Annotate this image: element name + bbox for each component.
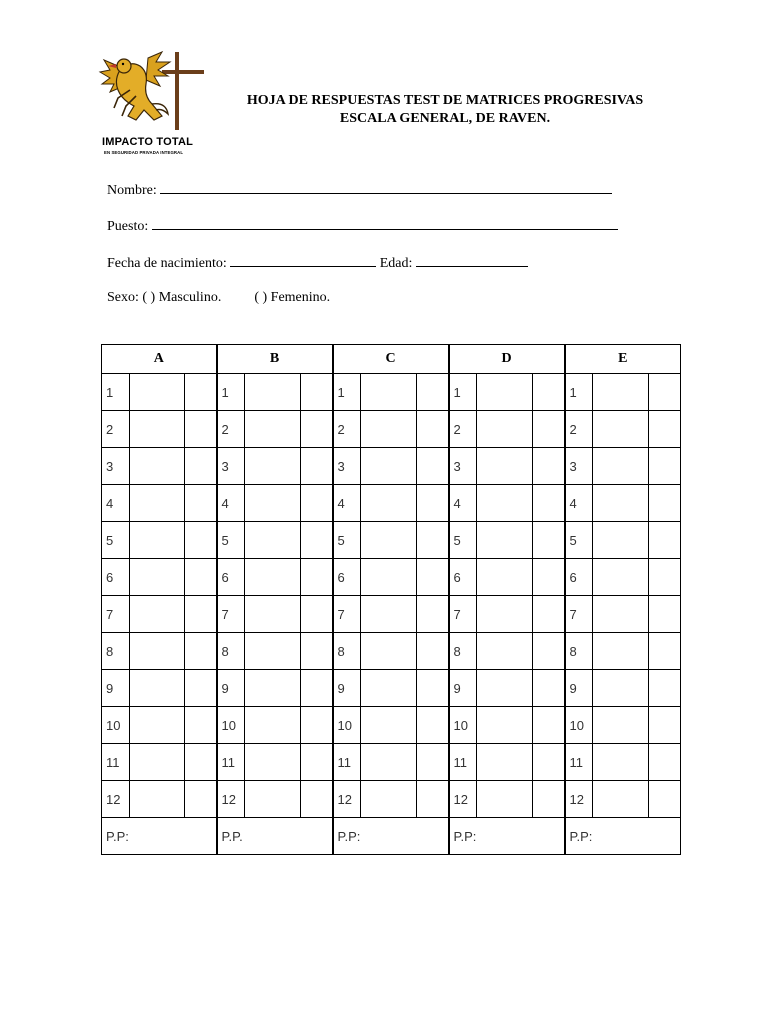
answer-cell-d[interactable] bbox=[477, 448, 533, 485]
table-row bbox=[102, 744, 681, 781]
answer-cell-e[interactable] bbox=[593, 596, 649, 633]
check-cell-e[interactable] bbox=[649, 374, 681, 411]
sexo-field bbox=[107, 290, 330, 306]
answer-cell-d[interactable] bbox=[477, 596, 533, 633]
check-cell-b[interactable] bbox=[301, 670, 333, 707]
table-row bbox=[102, 633, 681, 670]
check-cell-e[interactable] bbox=[649, 448, 681, 485]
table-row bbox=[102, 781, 681, 818]
item-number: 5 bbox=[217, 522, 245, 559]
item-number: 1 bbox=[217, 374, 245, 411]
check-cell-d[interactable] bbox=[533, 374, 565, 411]
puesto-field bbox=[107, 217, 618, 235]
fecha-label: Fecha de nacimiento: bbox=[107, 256, 227, 271]
item-number: 10 bbox=[102, 707, 130, 744]
check-cell-a[interactable] bbox=[185, 448, 217, 485]
check-cell-c[interactable] bbox=[417, 707, 449, 744]
item-number: 1 bbox=[102, 374, 130, 411]
item-number: 7 bbox=[333, 596, 361, 633]
check-cell-e[interactable] bbox=[649, 633, 681, 670]
nombre-label: Nombre: bbox=[107, 183, 157, 198]
check-cell-e[interactable] bbox=[649, 559, 681, 596]
item-number: 11 bbox=[333, 744, 361, 781]
answer-cell-e[interactable] bbox=[593, 411, 649, 448]
check-cell-c[interactable] bbox=[417, 781, 449, 818]
answer-cell-b[interactable] bbox=[245, 448, 301, 485]
answer-cell-d[interactable] bbox=[477, 781, 533, 818]
item-number: 1 bbox=[333, 374, 361, 411]
femenino-option[interactable]: ( ) Femenino. bbox=[254, 290, 331, 305]
check-cell-e[interactable] bbox=[649, 670, 681, 707]
item-number: 11 bbox=[217, 744, 245, 781]
answer-cell-a[interactable] bbox=[130, 411, 185, 448]
check-cell-c[interactable] bbox=[417, 559, 449, 596]
item-number: 8 bbox=[333, 633, 361, 670]
check-cell-a[interactable] bbox=[185, 374, 217, 411]
item-number: 3 bbox=[102, 448, 130, 485]
check-cell-a[interactable] bbox=[185, 670, 217, 707]
answer-cell-c[interactable] bbox=[361, 781, 417, 818]
check-cell-b[interactable] bbox=[301, 411, 333, 448]
answer-cell-b[interactable] bbox=[245, 596, 301, 633]
check-cell-c[interactable] bbox=[417, 485, 449, 522]
puesto-label: Puesto: bbox=[107, 219, 149, 234]
answer-cell-d[interactable] bbox=[477, 522, 533, 559]
column-header-e: E bbox=[565, 345, 681, 374]
answer-cell-d[interactable] bbox=[477, 374, 533, 411]
answer-cell-a[interactable] bbox=[130, 522, 185, 559]
partial-score-cell[interactable]: P.P: bbox=[333, 818, 449, 855]
answer-cell-e[interactable] bbox=[593, 633, 649, 670]
check-cell-a[interactable] bbox=[185, 633, 217, 670]
nombre-field bbox=[107, 181, 612, 199]
item-number: 9 bbox=[217, 670, 245, 707]
check-cell-a[interactable] bbox=[185, 485, 217, 522]
check-cell-c[interactable] bbox=[417, 633, 449, 670]
check-cell-b[interactable] bbox=[301, 485, 333, 522]
item-number: 5 bbox=[449, 522, 477, 559]
answer-cell-b[interactable] bbox=[245, 485, 301, 522]
answer-cell-d[interactable] bbox=[477, 485, 533, 522]
check-cell-d[interactable] bbox=[533, 707, 565, 744]
item-number: 7 bbox=[102, 596, 130, 633]
answer-cell-c[interactable] bbox=[361, 707, 417, 744]
check-cell-b[interactable] bbox=[301, 744, 333, 781]
answer-cell-d[interactable] bbox=[477, 411, 533, 448]
item-number: 9 bbox=[333, 670, 361, 707]
logo-company-name: IMPACTO TOTAL bbox=[102, 136, 194, 148]
page-subtitle: ESCALA GENERAL, DE RAVEN. bbox=[339, 111, 551, 126]
table-row bbox=[102, 707, 681, 744]
check-cell-c[interactable] bbox=[417, 411, 449, 448]
check-cell-b[interactable] bbox=[301, 448, 333, 485]
fecha-input-line[interactable] bbox=[230, 254, 376, 267]
check-cell-b[interactable] bbox=[301, 596, 333, 633]
item-number: 6 bbox=[217, 559, 245, 596]
answer-cell-e[interactable] bbox=[593, 559, 649, 596]
puesto-input-line[interactable] bbox=[152, 217, 618, 230]
partial-score-cell[interactable]: P.P. bbox=[217, 818, 333, 855]
item-number: 12 bbox=[333, 781, 361, 818]
item-number: 8 bbox=[217, 633, 245, 670]
item-number: 3 bbox=[333, 448, 361, 485]
check-cell-d[interactable] bbox=[533, 485, 565, 522]
item-number: 4 bbox=[217, 485, 245, 522]
griffin-cross-icon bbox=[96, 50, 208, 136]
answer-cell-c[interactable] bbox=[361, 596, 417, 633]
item-number: 12 bbox=[565, 781, 593, 818]
page-title: HOJA DE RESPUESTAS TEST DE MATRICES PROGRESIVAS bbox=[246, 93, 644, 108]
item-number: 11 bbox=[565, 744, 593, 781]
answer-cell-c[interactable] bbox=[361, 411, 417, 448]
partial-score-cell[interactable]: P.P: bbox=[565, 818, 681, 855]
answer-cell-d[interactable] bbox=[477, 707, 533, 744]
check-cell-c[interactable] bbox=[417, 670, 449, 707]
answer-cell-b[interactable] bbox=[245, 633, 301, 670]
item-number: 8 bbox=[102, 633, 130, 670]
item-number: 9 bbox=[449, 670, 477, 707]
check-cell-b[interactable] bbox=[301, 633, 333, 670]
check-cell-a[interactable] bbox=[185, 781, 217, 818]
answer-cell-c[interactable] bbox=[361, 448, 417, 485]
answer-cell-b[interactable] bbox=[245, 707, 301, 744]
check-cell-a[interactable] bbox=[185, 707, 217, 744]
answer-cell-c[interactable] bbox=[361, 633, 417, 670]
item-number: 4 bbox=[449, 485, 477, 522]
answer-cell-c[interactable] bbox=[361, 522, 417, 559]
check-cell-d[interactable] bbox=[533, 633, 565, 670]
table-row bbox=[102, 374, 681, 411]
answer-cell-e[interactable] bbox=[593, 781, 649, 818]
check-cell-e[interactable] bbox=[649, 522, 681, 559]
answer-cell-a[interactable] bbox=[130, 744, 185, 781]
item-number: 7 bbox=[217, 596, 245, 633]
item-number: 2 bbox=[217, 411, 245, 448]
check-cell-e[interactable] bbox=[649, 744, 681, 781]
item-number: 3 bbox=[565, 448, 593, 485]
item-number: 4 bbox=[565, 485, 593, 522]
answer-cell-a[interactable] bbox=[130, 559, 185, 596]
answer-cell-b[interactable] bbox=[245, 374, 301, 411]
item-number: 9 bbox=[565, 670, 593, 707]
answer-cell-e[interactable] bbox=[593, 707, 649, 744]
answer-cell-b[interactable] bbox=[245, 744, 301, 781]
item-number: 7 bbox=[449, 596, 477, 633]
answer-cell-a[interactable] bbox=[130, 448, 185, 485]
column-header-d: D bbox=[449, 345, 565, 374]
check-cell-b[interactable] bbox=[301, 522, 333, 559]
answer-cell-a[interactable] bbox=[130, 707, 185, 744]
item-number: 8 bbox=[565, 633, 593, 670]
item-number: 5 bbox=[102, 522, 130, 559]
answer-cell-b[interactable] bbox=[245, 411, 301, 448]
check-cell-e[interactable] bbox=[649, 596, 681, 633]
masculino-option[interactable]: ( ) Masculino. bbox=[142, 290, 222, 305]
answer-cell-c[interactable] bbox=[361, 559, 417, 596]
partial-score-cell[interactable]: P.P: bbox=[449, 818, 565, 855]
item-number: 12 bbox=[102, 781, 130, 818]
answer-cell-e[interactable] bbox=[593, 374, 649, 411]
item-number: 11 bbox=[102, 744, 130, 781]
answer-cell-d[interactable] bbox=[477, 633, 533, 670]
check-cell-b[interactable] bbox=[301, 781, 333, 818]
check-cell-b[interactable] bbox=[301, 559, 333, 596]
item-number: 5 bbox=[333, 522, 361, 559]
table-row bbox=[102, 448, 681, 485]
item-number: 11 bbox=[449, 744, 477, 781]
check-cell-a[interactable] bbox=[185, 559, 217, 596]
answer-cell-a[interactable] bbox=[130, 781, 185, 818]
item-number: 3 bbox=[217, 448, 245, 485]
item-number: 4 bbox=[102, 485, 130, 522]
item-number: 10 bbox=[217, 707, 245, 744]
check-cell-d[interactable] bbox=[533, 522, 565, 559]
item-number: 2 bbox=[102, 411, 130, 448]
item-number: 6 bbox=[102, 559, 130, 596]
check-cell-e[interactable] bbox=[649, 781, 681, 818]
check-cell-d[interactable] bbox=[533, 670, 565, 707]
answer-cell-d[interactable] bbox=[477, 559, 533, 596]
answer-cell-e[interactable] bbox=[593, 670, 649, 707]
check-cell-e[interactable] bbox=[649, 485, 681, 522]
answer-sheet-header-row bbox=[102, 345, 681, 374]
item-number: 5 bbox=[565, 522, 593, 559]
item-number: 2 bbox=[333, 411, 361, 448]
edad-label: Edad: bbox=[379, 256, 413, 271]
column-header-b: B bbox=[217, 345, 333, 374]
check-cell-d[interactable] bbox=[533, 744, 565, 781]
item-number: 1 bbox=[565, 374, 593, 411]
check-cell-d[interactable] bbox=[533, 448, 565, 485]
answer-cell-e[interactable] bbox=[593, 448, 649, 485]
item-number: 1 bbox=[449, 374, 477, 411]
item-number: 10 bbox=[449, 707, 477, 744]
check-cell-a[interactable] bbox=[185, 744, 217, 781]
item-number: 8 bbox=[449, 633, 477, 670]
answer-cell-b[interactable] bbox=[245, 559, 301, 596]
answer-cell-c[interactable] bbox=[361, 485, 417, 522]
answer-sheet-table bbox=[101, 344, 681, 855]
check-cell-e[interactable] bbox=[649, 707, 681, 744]
check-cell-d[interactable] bbox=[533, 596, 565, 633]
check-cell-a[interactable] bbox=[185, 411, 217, 448]
check-cell-b[interactable] bbox=[301, 374, 333, 411]
check-cell-a[interactable] bbox=[185, 522, 217, 559]
check-cell-c[interactable] bbox=[417, 596, 449, 633]
check-cell-c[interactable] bbox=[417, 522, 449, 559]
item-number: 12 bbox=[449, 781, 477, 818]
check-cell-c[interactable] bbox=[417, 744, 449, 781]
partial-score-cell[interactable]: P.P: bbox=[102, 818, 217, 855]
item-number: 6 bbox=[333, 559, 361, 596]
item-number: 12 bbox=[217, 781, 245, 818]
answer-cell-c[interactable] bbox=[361, 670, 417, 707]
table-row bbox=[102, 522, 681, 559]
item-number: 4 bbox=[333, 485, 361, 522]
answer-cell-e[interactable] bbox=[593, 485, 649, 522]
answer-cell-e[interactable] bbox=[593, 744, 649, 781]
item-number: 10 bbox=[565, 707, 593, 744]
edad-input-line[interactable] bbox=[416, 254, 528, 267]
column-header-c: C bbox=[333, 345, 449, 374]
answer-cell-a[interactable] bbox=[130, 485, 185, 522]
answer-cell-d[interactable] bbox=[477, 744, 533, 781]
pp-footer-row bbox=[102, 818, 681, 855]
answer-cell-a[interactable] bbox=[130, 633, 185, 670]
nombre-input-line[interactable] bbox=[160, 181, 612, 194]
sexo-label: Sexo: bbox=[107, 290, 139, 305]
item-number: 7 bbox=[565, 596, 593, 633]
column-header-a: A bbox=[102, 345, 217, 374]
check-cell-e[interactable] bbox=[649, 411, 681, 448]
table-row bbox=[102, 670, 681, 707]
check-cell-d[interactable] bbox=[533, 411, 565, 448]
table-row bbox=[102, 485, 681, 522]
logo-tagline: EN SEGURIDAD PRIVADA INTEGRAL bbox=[104, 150, 184, 155]
item-number: 2 bbox=[565, 411, 593, 448]
answer-cell-d[interactable] bbox=[477, 670, 533, 707]
check-cell-a[interactable] bbox=[185, 596, 217, 633]
answer-cell-b[interactable] bbox=[245, 522, 301, 559]
table-row bbox=[102, 411, 681, 448]
answer-cell-b[interactable] bbox=[245, 670, 301, 707]
check-cell-b[interactable] bbox=[301, 707, 333, 744]
item-number: 2 bbox=[449, 411, 477, 448]
answer-cell-e[interactable] bbox=[593, 522, 649, 559]
company-logo bbox=[96, 50, 208, 158]
check-cell-d[interactable] bbox=[533, 559, 565, 596]
item-number: 6 bbox=[449, 559, 477, 596]
fecha-edad-field bbox=[107, 254, 528, 272]
table-row bbox=[102, 596, 681, 633]
item-number: 6 bbox=[565, 559, 593, 596]
item-number: 10 bbox=[333, 707, 361, 744]
item-number: 9 bbox=[102, 670, 130, 707]
check-cell-c[interactable] bbox=[417, 374, 449, 411]
answer-cell-b[interactable] bbox=[245, 781, 301, 818]
answer-cell-a[interactable] bbox=[130, 670, 185, 707]
table-row bbox=[102, 559, 681, 596]
check-cell-d[interactable] bbox=[533, 781, 565, 818]
check-cell-c[interactable] bbox=[417, 448, 449, 485]
item-number: 3 bbox=[449, 448, 477, 485]
answer-cell-c[interactable] bbox=[361, 374, 417, 411]
answer-cell-a[interactable] bbox=[130, 374, 185, 411]
answer-cell-a[interactable] bbox=[130, 596, 185, 633]
answer-cell-c[interactable] bbox=[361, 744, 417, 781]
